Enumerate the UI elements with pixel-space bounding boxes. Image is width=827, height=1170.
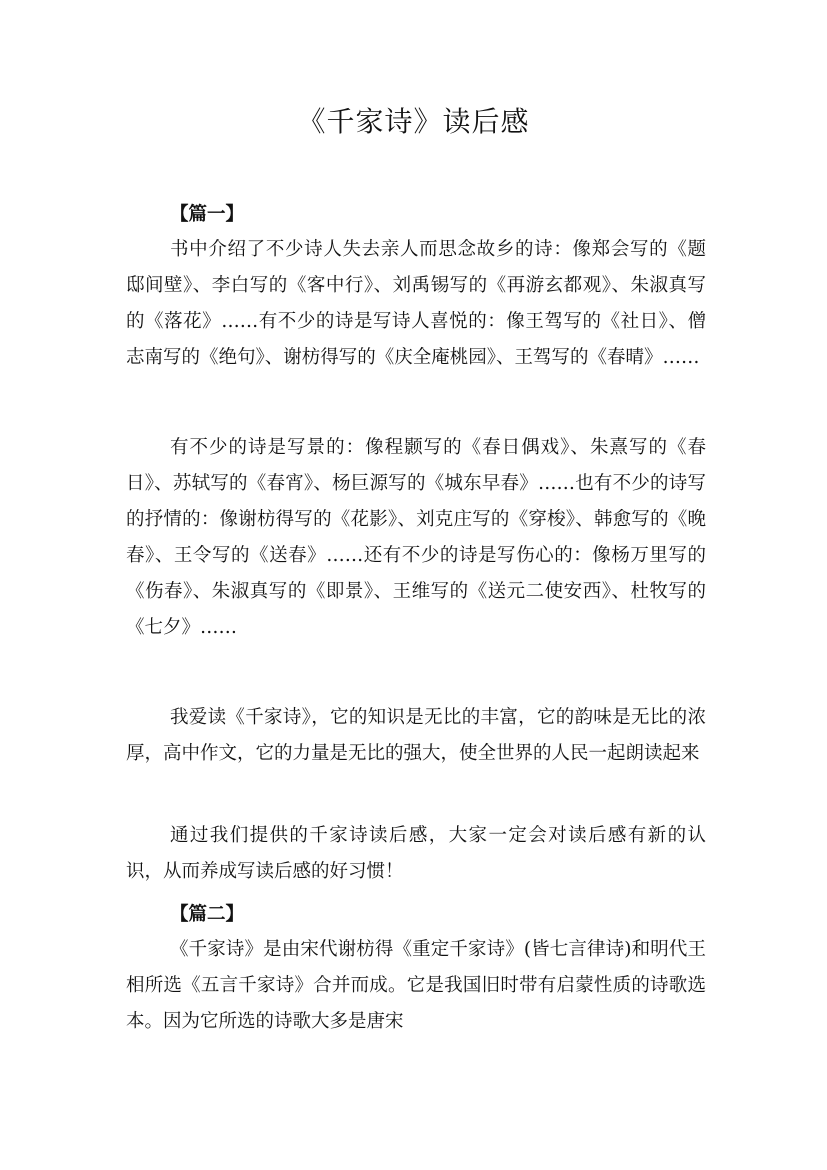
section-heading-1: 【篇一】: [170, 204, 245, 225]
paragraph-1: 书中介绍了不少诗人失去亲人而思念故乡的诗：像郑会写的《题邸间壁》、李白写的《客中行》、刘禹锡写的《再游玄都观》、朱淑真写的《落花》……有不少的诗是写诗人喜悦的：像王驾写的《社日》、僧志南写的《绝句》、谢枋得写的《庆全庵桃园》、王驾写的《春晴》……: [126, 239, 706, 368]
paragraph-4: 通过我们提供的千家诗读后感，大家一定会对读后感有新的认识，从而养成写读后感的好习惯！: [126, 825, 706, 882]
section-heading-2: 【篇二】: [170, 904, 245, 925]
paragraph-2: 有不少的诗是写景的：像程颢写的《春日偶戏》、朱熹写的《春日》、苏轼写的《春宵》、杨巨源写的《城东早春》……也有不少的诗写的抒情的：像谢枋得写的《花影》、刘克庄写的《穿梭》、韩愈写的《晚春》、王令写的《送春》……还有不少的诗是写伤心的：像杨万里写的《伤春》、朱淑真写的《即景》、王维写的《送元二使安西》、杜牧写的《七夕》……: [126, 437, 706, 638]
paragraph-3: 我爱读《千家诗》，它的知识是无比的丰富，它的韵味是无比的浓厚，高中作文，它的力量是无比的强大，使全世界的人民一起朗读起来: [126, 707, 706, 764]
page-title: 《千家诗》读后感: [297, 105, 530, 138]
paragraph-5: 《千家诗》是由宋代谢枋得《重定千家诗》(皆七言律诗)和明代王相所选《五言千家诗》合并而成。它是我国旧时带有启蒙性质的诗歌选本。因为它所选的诗歌大多是唐宋: [126, 939, 706, 1032]
